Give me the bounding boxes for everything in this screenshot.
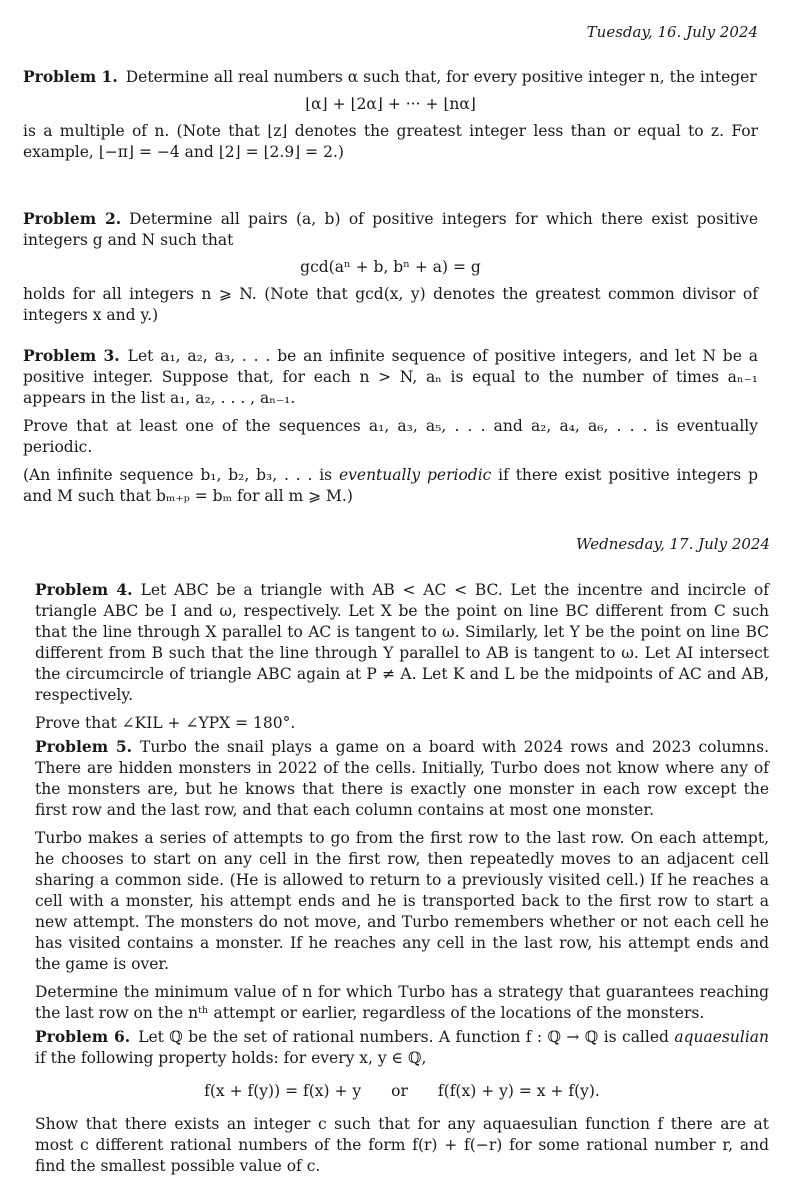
problem-1-title: Problem 1.: [23, 67, 118, 86]
day2-date: Wednesday, 17. July 2024: [576, 535, 770, 553]
problem-4: [35, 579, 769, 734]
problem-5-p1: Turbo the snail plays a game on a board with 2024 rows and 2023 columns. There are hidden monsters in 2022 of the cells. Initially, Turbo does not know where any of the monsters are, but he knows that there is exactly one monster in each row except the first row and the last row, and that each column contains at most one monster.: [35, 738, 769, 819]
problem-5-p2: Turbo makes a series of attempts to go from the first row to the last row. On each attempt, he chooses to start on any cell in the first row, then repeatedly moves to an adjacent cell sharing a common side. (He is allowed to return to a previously visited cell.) If he reaches a cell with a monster, his attempt ends and he is transported back to the first row to start a new attempt. The monsters do not move, and Turbo remembers whether or not each cell he has visited contains a monster. If he reaches any cell in the last row, his attempt ends and the game is over.: [35, 829, 769, 973]
problem-6-eq2: f(f(x) + y) = x + f(y).: [437, 1082, 600, 1100]
problem-6-p1-after: if the following property holds: for every x, y ∈ ℚ,: [35, 1049, 427, 1067]
problem-3-p2: Prove that at least one of the sequences a₁, a₃, a₅, . . . and a₂, a₄, a₆, . . . is eventually periodic.: [23, 417, 758, 456]
problem-2: [23, 208, 758, 326]
problem-6-p2: Show that there exists an integer c such that for any aquaesulian function f there are at most c different rational numbers of the form f(r) + f(−r) for some rational number r, and find the smallest possible value of c.: [35, 1115, 769, 1175]
problem-3-p3-em: eventually periodic: [338, 466, 492, 484]
problem-1-intro: Determine all real numbers α such that, for every positive integer n, the integer: [125, 68, 757, 86]
problem-5: [35, 736, 769, 1024]
problem-3-title: Problem 3.: [23, 346, 120, 365]
problem-3-p3-before: (An infinite sequence b₁, b₂, b₃, . . . is: [23, 466, 339, 484]
problem-6-or: or: [391, 1082, 408, 1100]
problem-2-display: gcd(aⁿ + b, bⁿ + a) = g: [300, 258, 481, 276]
problem-2-intro: Determine all pairs (a, b) of positive integers for which there exist positive integers g and N such that: [23, 210, 758, 249]
problem-6-eq1: f(x + f(y)) = f(x) + y: [204, 1082, 362, 1100]
problem-6-p1-before: Let ℚ be the set of rational numbers. A function f : ℚ → ℚ is called: [138, 1028, 675, 1046]
problem-1: [23, 66, 758, 163]
problem-6-title: Problem 6.: [35, 1027, 131, 1046]
problem-5-title: Problem 5.: [35, 737, 133, 756]
problem-2-title: Problem 2.: [23, 209, 122, 228]
problem-1-display: ⌊α⌋ + ⌊2α⌋ + ··· + ⌊nα⌋: [305, 95, 476, 113]
problem-2-rest: holds for all integers n ⩾ N. (Note that gcd(x, y) denotes the greatest common divisor of integers x and y.): [23, 285, 758, 324]
problem-6: [35, 1026, 769, 1177]
day1-date: Tuesday, 16. July 2024: [586, 23, 758, 41]
problem-4-p2: Prove that ∠KIL + ∠YPX = 180°.: [35, 714, 296, 732]
problem-3-intro: Let a₁, a₂, a₃, . . . be an infinite sequence of positive integers, and let N be a positive integer. Suppose that, for each n > N, aₙ is equal to the number of times aₙ₋₁ appears in the list a₁, a₂, . . . , aₙ₋₁.: [23, 347, 758, 407]
problem-3: [23, 345, 758, 507]
problem-3-p3-after: if there exist positive integers p and M such that bₘ₊ₚ = bₘ for all m ⩾ M.): [23, 466, 758, 505]
problem-5-p3: Determine the minimum value of n for which Turbo has a strategy that guarantees reaching the last row on the nᵗʰ attempt or earlier, regardless of the locations of the monsters.: [35, 983, 769, 1022]
problem-4-title: Problem 4.: [35, 580, 133, 599]
problem-6-p1-em: aquaesulian: [674, 1028, 769, 1046]
problem-1-rest: is a multiple of n. (Note that ⌊z⌋ denotes the greatest integer less than or equal to z. For example, ⌊−π⌋ = −4 and ⌊2⌋ = ⌊2.9⌋ = 2.): [23, 122, 758, 161]
problem-6-equations: [35, 1081, 769, 1102]
problem-4-p1: Let ABC be a triangle with AB < AC < BC. Let the incentre and incircle of triangle ABC be I and ω, respectively. Let X be the point on line BC different from C such that the line through X parallel to AC is tangent to ω. Similarly, let Y be the point on line BC different from B such that the line through Y parallel to AB is tangent to ω. Let AI intersect the circumcircle of triangle ABC again at P ≠ A. Let K and L be the midpoints of AC and AB, respectively.: [35, 581, 769, 704]
